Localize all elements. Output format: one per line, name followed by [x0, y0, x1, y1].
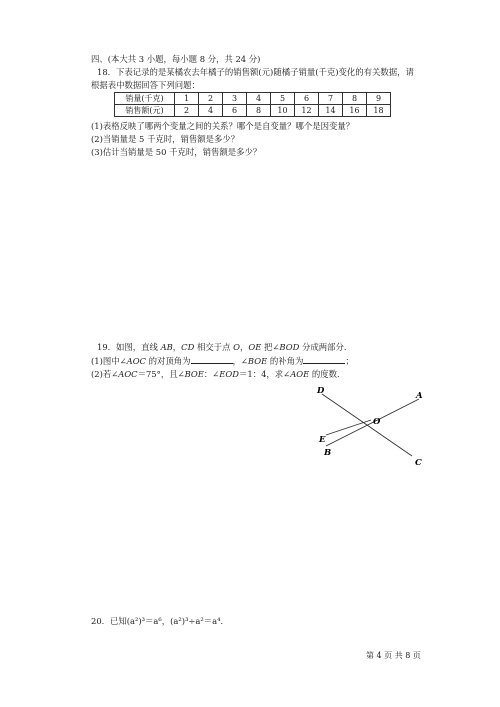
- table-cell: 7: [319, 93, 343, 105]
- answer-blank[interactable]: [191, 355, 233, 364]
- angle-boe-label: BOE: [184, 369, 204, 379]
- line-ab-label: AB: [160, 342, 173, 352]
- page-footer: 第 4 页 共 8 页: [366, 651, 421, 660]
- table-cell: 6: [295, 93, 319, 105]
- angle-aoe-label: AOE: [290, 369, 310, 379]
- q19-sub1-text: (1)图中∠: [91, 356, 127, 366]
- table-cell: 2: [175, 105, 199, 117]
- q19-intro-text: 19．如图，直线: [97, 342, 158, 352]
- ray-oe-label: OE: [248, 342, 262, 352]
- table-cell: 9: [367, 93, 391, 105]
- table-cell: 18: [367, 105, 391, 117]
- angle-boe-label: BOE: [247, 356, 268, 366]
- q18-text-line2: 根据表中数据回答下列问题：: [91, 80, 200, 90]
- label-b: B: [324, 448, 332, 458]
- point-o-label: O: [233, 342, 240, 352]
- q19-sub2-text: (2)若∠: [91, 369, 119, 379]
- angle-aoc-label: AOC: [126, 356, 146, 366]
- line-cd-label: CD: [181, 342, 195, 352]
- q19-intro-text: 分成两部分．: [299, 342, 353, 352]
- label-e: E: [319, 435, 326, 445]
- table-cell: 8: [343, 93, 367, 105]
- q19-sub1-text: ，∠: [232, 356, 248, 366]
- table-cell: 16: [343, 105, 367, 117]
- q19-sub1-text: ；: [345, 356, 354, 366]
- angle-aoc-label: AOC: [118, 369, 138, 379]
- q18-data-table: [114, 92, 391, 117]
- intersecting-lines-figure: [315, 383, 435, 473]
- q19-sub2-text: ＝1：4，求∠: [239, 369, 291, 379]
- table-cell: 1: [175, 93, 199, 105]
- table-cell: 14: [319, 105, 343, 117]
- q19-sub1-text: 的对顶角为: [145, 356, 191, 366]
- row-label-quantity: 销量(千克): [115, 93, 175, 105]
- q19-sub1-text: 的补角为: [267, 356, 304, 366]
- q19-sub2-text: 的度数．: [309, 369, 346, 379]
- q19-sub2: [91, 369, 345, 380]
- section-header: 四、(本大共 3 小题，每小题 8 分，共 24 分): [91, 54, 261, 64]
- q18-sub3: (3)估计当销量是 50 千克时，销售额是多少？: [91, 147, 262, 157]
- table-row: [115, 93, 391, 105]
- row-label-sales: 销售额(元): [115, 105, 175, 117]
- q20-text: 20．已知(a²)³＝a⁶，(a²)³÷a²＝a⁴．: [91, 616, 229, 626]
- angle-bod-label: BOD: [279, 342, 300, 352]
- label-a: A: [416, 391, 423, 401]
- label-o: O: [373, 417, 381, 427]
- table-cell: 8: [247, 105, 271, 117]
- q19-intro: [97, 342, 352, 353]
- table-cell: 3: [223, 93, 247, 105]
- q18-sub2: (2)当销量是 5 千克时，销售额是多少？: [91, 134, 240, 144]
- table-cell: 5: [271, 93, 295, 105]
- label-d: D: [317, 386, 325, 396]
- q19-sub1: [91, 355, 354, 367]
- q19-intro-text: 把∠: [261, 342, 280, 352]
- q19-sub2-text: ＝75°，且∠: [137, 369, 185, 379]
- q19-intro-text: ，: [240, 342, 249, 352]
- angle-eod-label: EOD: [219, 369, 239, 379]
- q19-intro-text: 相交于点: [194, 342, 234, 352]
- table-cell: 6: [223, 105, 247, 117]
- table-cell: 4: [247, 93, 271, 105]
- q18-text-line1: 18．下表记录的是某橘农去年橘子的销售额(元)随橘子销量(千克)变化的有关数据，请: [97, 67, 414, 77]
- q19-sub2-text: ：∠: [203, 369, 220, 379]
- table-row: [115, 105, 391, 117]
- q19-intro-text: ，: [172, 342, 182, 352]
- table-cell: 10: [271, 105, 295, 117]
- label-c: C: [415, 458, 422, 468]
- table-cell: 4: [199, 105, 223, 117]
- table-cell: 2: [199, 93, 223, 105]
- table-cell: 12: [295, 105, 319, 117]
- answer-blank[interactable]: [303, 355, 345, 364]
- ray-oe: [326, 420, 371, 435]
- q18-sub1: (1)表格反映了哪两个变量之间的关系？哪个是自变量？哪个是因变量？: [91, 121, 355, 131]
